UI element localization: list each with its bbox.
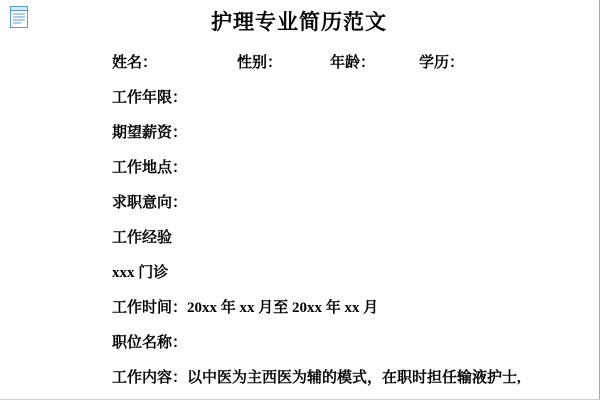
line-label: 工作经验 (112, 230, 173, 246)
field-label-education: 学历： (419, 55, 465, 71)
line-work-experience-heading (112, 221, 600, 256)
field-label-name: 姓名： (112, 55, 158, 71)
line-clinic-name (112, 256, 600, 291)
left-gutter (0, 0, 38, 400)
line-expected-salary (112, 116, 600, 151)
line-label: 求职意向： (112, 195, 188, 211)
line-label: xxx 门诊 (112, 265, 169, 281)
field-label-gender: 性别： (237, 55, 283, 71)
header-fields-row (112, 46, 600, 81)
line-label: 工作年限： (112, 90, 188, 106)
line-label: 工作地点： (112, 160, 188, 176)
line-work-time (112, 291, 600, 326)
line-label: 职位名称： (112, 335, 188, 351)
line-label: 工作内容： (112, 370, 188, 386)
document-file-icon (10, 6, 28, 28)
line-position-title (112, 326, 600, 361)
line-label: 期望薪资： (112, 125, 188, 141)
line-work-location (112, 151, 600, 186)
document-page (38, 0, 600, 400)
line-work-content (112, 361, 600, 396)
line-value: 20xx 年 xx 月至 20xx 年 xx 月 (187, 300, 379, 316)
line-work-years (112, 81, 600, 116)
document-body (38, 46, 600, 396)
line-job-objective (112, 186, 600, 221)
page-title: 护理专业简历范文 (211, 10, 387, 34)
field-label-age: 年龄： (330, 55, 376, 71)
line-label: 工作时间： (112, 300, 188, 316)
line-value: 以中医为主西医为辅的模式，在职时担任输液护士, (187, 370, 521, 386)
